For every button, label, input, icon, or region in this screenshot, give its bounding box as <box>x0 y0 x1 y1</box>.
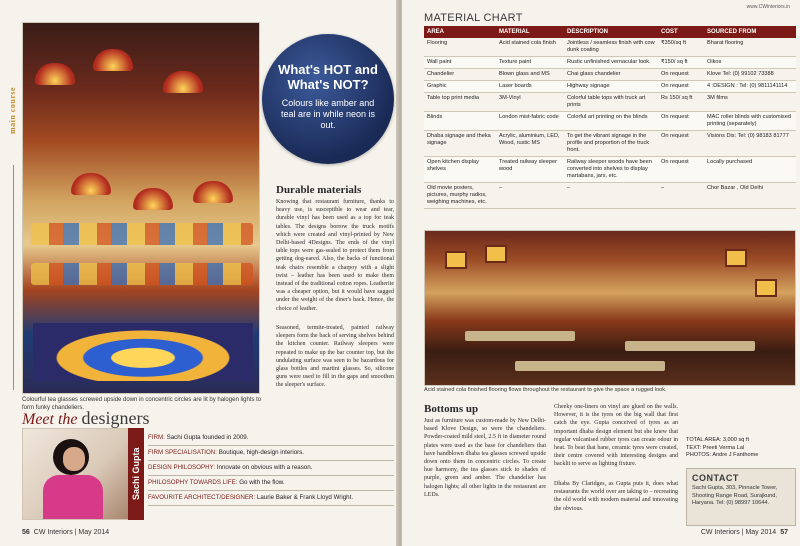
table-cell: – <box>658 183 704 209</box>
bottoms-paragraph: Just as furniture was custom-made by New Delhi-based Klove Design, so were the chandeliers. Powder-coated mild steel, 2.5 ft in diameter round plates were used as the base for chandeliers that have handblown dhaba tea glasses screwed upside down onto them in concentric circles. To create hue harmony, the tea glasses stick to shades of purple, green and amber. The chandelier has halogen lights; all other lights in the restaurant are LEDs. <box>424 418 546 498</box>
portrait-face <box>63 447 85 471</box>
table-cell: 3M-Vinyl <box>496 93 564 112</box>
col-cost: COST <box>658 26 704 38</box>
table-header-row <box>424 26 796 38</box>
page-number: 56 <box>22 529 30 536</box>
bubble-text: Colours like amber and teal are in while neon is out. <box>280 98 376 130</box>
table-cell: Locally purchased <box>704 157 796 183</box>
portrait-body <box>43 475 103 519</box>
table-row <box>424 112 796 131</box>
table-cell: Open kitchen display shelves <box>424 157 496 183</box>
table-cell: Colorful table tops with truck art prints <box>564 93 658 112</box>
durable-paragraph: Knowing that restaurant furniture, thanks to heavy use, is susceptible to wear and tear, durable vinyl has been used as a top for teak tables. The designs borrow the truck motifs which were created and vinyl-printed by New Delhi-based 4Designs. The ends of the vinyl table tops were gas-sealed to protect them from getting dog-eared. Also, the backs of functional teak chairs resemble a charpoy with a slight twist – leather has been used to make them instead of the traditional cotton ropes. Leatherite was a cheaper option, but it would have sagged under the weight of the diner's back. Hence, the choice of leather. <box>276 199 394 312</box>
chandelier-shade <box>71 173 111 195</box>
designer-portrait <box>22 428 144 520</box>
contact-box <box>686 468 796 526</box>
table-row <box>424 38 796 57</box>
table-cell: On request <box>658 131 704 157</box>
table-cell: Chor Bazar , Old Delhi <box>704 183 796 209</box>
site-url: www.CWinteriors.in <box>746 4 790 10</box>
right-page <box>402 0 800 546</box>
table-cell: Highway signage <box>564 81 658 93</box>
project-credits <box>686 437 758 460</box>
table-cell: 3M films <box>704 93 796 112</box>
table-cell: Oikos <box>704 57 796 69</box>
table-cell: Texture paint <box>496 57 564 69</box>
bubble-title: What's HOT and What's NOT? <box>278 62 378 92</box>
dining-table <box>465 331 575 341</box>
page-folio-left: 56 CW Interiors | May 2014 <box>22 529 110 536</box>
table-cell: Chai glass chandelier <box>564 69 658 81</box>
table-cell: Railway sleeper woods have been converted into shelves to display martabans, jars, etc. <box>564 157 658 183</box>
table-row <box>424 69 796 81</box>
table-row <box>424 183 796 209</box>
table-cell: Rustic unfinished vernacular look. <box>564 57 658 69</box>
table-cell: Jointless / seamless finish with cow dunk coating <box>564 38 658 57</box>
bottoms-paragraph: Cheeky one-liners on vinyl are glued on the walls. However, it is the tyres on the big wall that first catch the eye. Gupta conceived of tyres as an important dhaba design element but she knew that regular vulcanised rubber tyres can create odour in heat. To beat that bane, ceramic tyres were created, their centre covered with interesting designs and backlit to serve as lighting fixture. <box>554 404 678 468</box>
col-material: MATERIAL <box>496 26 564 38</box>
table-cell: Blown glass and MS <box>496 69 564 81</box>
section-rule <box>13 165 14 390</box>
table-cell: ₹350/sq ft <box>658 38 704 57</box>
col-description: DESCRIPTION <box>564 26 658 38</box>
meet-italic: Meet the <box>22 411 78 428</box>
col-sourced: SOURCED FROM <box>704 26 796 38</box>
col-area: AREA <box>424 26 496 38</box>
text-credit: TEXT: Preeti Verma Lal <box>686 444 745 451</box>
contact-line: Sachi Gupta, 303, Pinnacle Tower, <box>692 485 778 491</box>
table-cell: – <box>564 183 658 209</box>
table-cell: 4 :DESIGN : Tel: (0) 9811141114 <box>704 81 796 93</box>
fact-row: FAVOURITE ARCHITECT/DESIGNER: Laurie Baker & Frank Lloyd Wright. <box>148 491 394 506</box>
dining-hall-photo <box>424 230 796 386</box>
durable-heading: Durable materials <box>276 184 362 196</box>
contact-line: Shooting Range Road, Surajkund, <box>692 492 777 499</box>
photo-caption: Colourful tea glasses screwed upside down in concentric circles are lit by halogen lights to form funky chandeliers. <box>22 397 262 411</box>
table-row <box>424 81 796 93</box>
table-row <box>424 131 796 157</box>
table-cell: Bharat flooring <box>704 38 796 57</box>
wall-art <box>755 279 777 297</box>
table-row <box>424 157 796 183</box>
chandelier-shade <box>163 71 203 93</box>
fact-row: DESIGN PHILOSOPHY: Innovate on obvious with a reason. <box>148 461 394 476</box>
table-cell: Dhaba signage and theka signage <box>424 131 496 157</box>
page-number: 57 <box>780 529 788 536</box>
fact-row: FIRM SPECIALISATION: Boutique, high-design interiors. <box>148 446 394 461</box>
wall-art-row <box>31 223 253 245</box>
wall-art-row <box>31 263 253 285</box>
table-cell: MAC roller blinds with customised printing (separately) <box>704 112 796 131</box>
designer-name: Sachi Gupta <box>128 428 144 520</box>
total-area: TOTAL AREA: 3,000 sq ft <box>686 437 750 443</box>
fact-row: PHILOSOPHY TOWARDS LIFE: Go with the flow. <box>148 476 394 491</box>
table-cell: On request <box>658 81 704 93</box>
meet-word: designers <box>81 408 150 428</box>
dining-photo-caption: Acid stained cola finished flooring flows throughout the restaurant to give the space a rugged look. <box>424 387 667 393</box>
dining-table <box>625 341 755 351</box>
table-cell: Laser boards <box>496 81 564 93</box>
hot-not-bubble <box>262 34 394 164</box>
table-cell: Acrylic, aluminium, LED, Wood, rustic MS <box>496 131 564 157</box>
designer-facts <box>148 431 394 506</box>
table-cell: Colorful art printing on the blinds <box>564 112 658 131</box>
table-cell: – <box>496 183 564 209</box>
table-cell: Table top print media <box>424 93 496 112</box>
table-cell: Visions Dis: Tel: (0) 98183 81777 <box>704 131 796 157</box>
wall-art <box>445 251 467 269</box>
table-top-art <box>33 323 253 381</box>
fact-row: FIRM: Sachi Gupta founded in 2009. <box>148 431 394 446</box>
table-cell: To get the vibrant signage in the profile and proportion of the truck front. <box>564 131 658 157</box>
durable-paragraph: Seasoned, termite-treated, painted railway sleepers form the back of serving shelves behind the kitchen counter. Railway sleepers were repeated to make up the bar counter top, but the undulating surface was seen to be hazardous for glass bottles and martini glasses. So, silicone guns were used to fill in the gaps and smoothen the sleeper's surface. <box>276 325 394 389</box>
bottoms-paragraph: Dhaba By Claridges, as Gupta puts it, does what restaurants the world over are taking to – recreating the old world with modern material and innovating the obvious. <box>554 481 678 512</box>
table-cell: On request <box>658 157 704 183</box>
table-cell: On request <box>658 112 704 131</box>
photo-credit: PHOTOS: Andre J Fanthome <box>686 452 759 458</box>
table-cell: Klove Tel: (0) 99102 73388 <box>704 69 796 81</box>
chandelier-shade <box>93 49 133 71</box>
contact-title: CONTACT <box>692 473 739 483</box>
page-folio-right: CW Interiors | May 2014 57 <box>700 529 788 536</box>
chandelier-shade <box>193 181 233 203</box>
table-cell: Wall paint <box>424 57 496 69</box>
table-cell: Rs 150/ sq ft <box>658 93 704 112</box>
material-chart-title: MATERIAL CHART <box>424 12 523 24</box>
table-cell: Blinds <box>424 112 496 131</box>
chandelier-shade <box>35 63 75 85</box>
meet-designers-heading <box>22 408 150 429</box>
table-cell: Old movie posters, pictures, murphy radios, weighing machines, etc. <box>424 183 496 209</box>
table-cell: On request <box>658 69 704 81</box>
table-cell: Graphic <box>424 81 496 93</box>
chandelier-shade <box>133 188 173 210</box>
table-row <box>424 57 796 69</box>
wall-art <box>485 245 507 263</box>
table-cell: Treated railway sleeper wood <box>496 157 564 183</box>
left-page <box>0 0 398 546</box>
table-cell: ₹150/ sq ft <box>658 57 704 69</box>
restaurant-photo <box>22 22 260 394</box>
table-row <box>424 93 796 112</box>
table-cell: Chandelier <box>424 69 496 81</box>
dining-table <box>515 361 665 371</box>
wall-art <box>725 249 747 267</box>
bottoms-heading: Bottoms up <box>424 403 479 415</box>
table-cell: Flooring <box>424 38 496 57</box>
table-cell: Acid stained cola finish <box>496 38 564 57</box>
section-tab: main course <box>8 86 17 134</box>
table-cell: London mist-fabric code <box>496 112 564 131</box>
material-chart-table <box>424 26 796 209</box>
contact-line: Haryana. Tel: (0) 98997 10644. <box>692 500 770 506</box>
